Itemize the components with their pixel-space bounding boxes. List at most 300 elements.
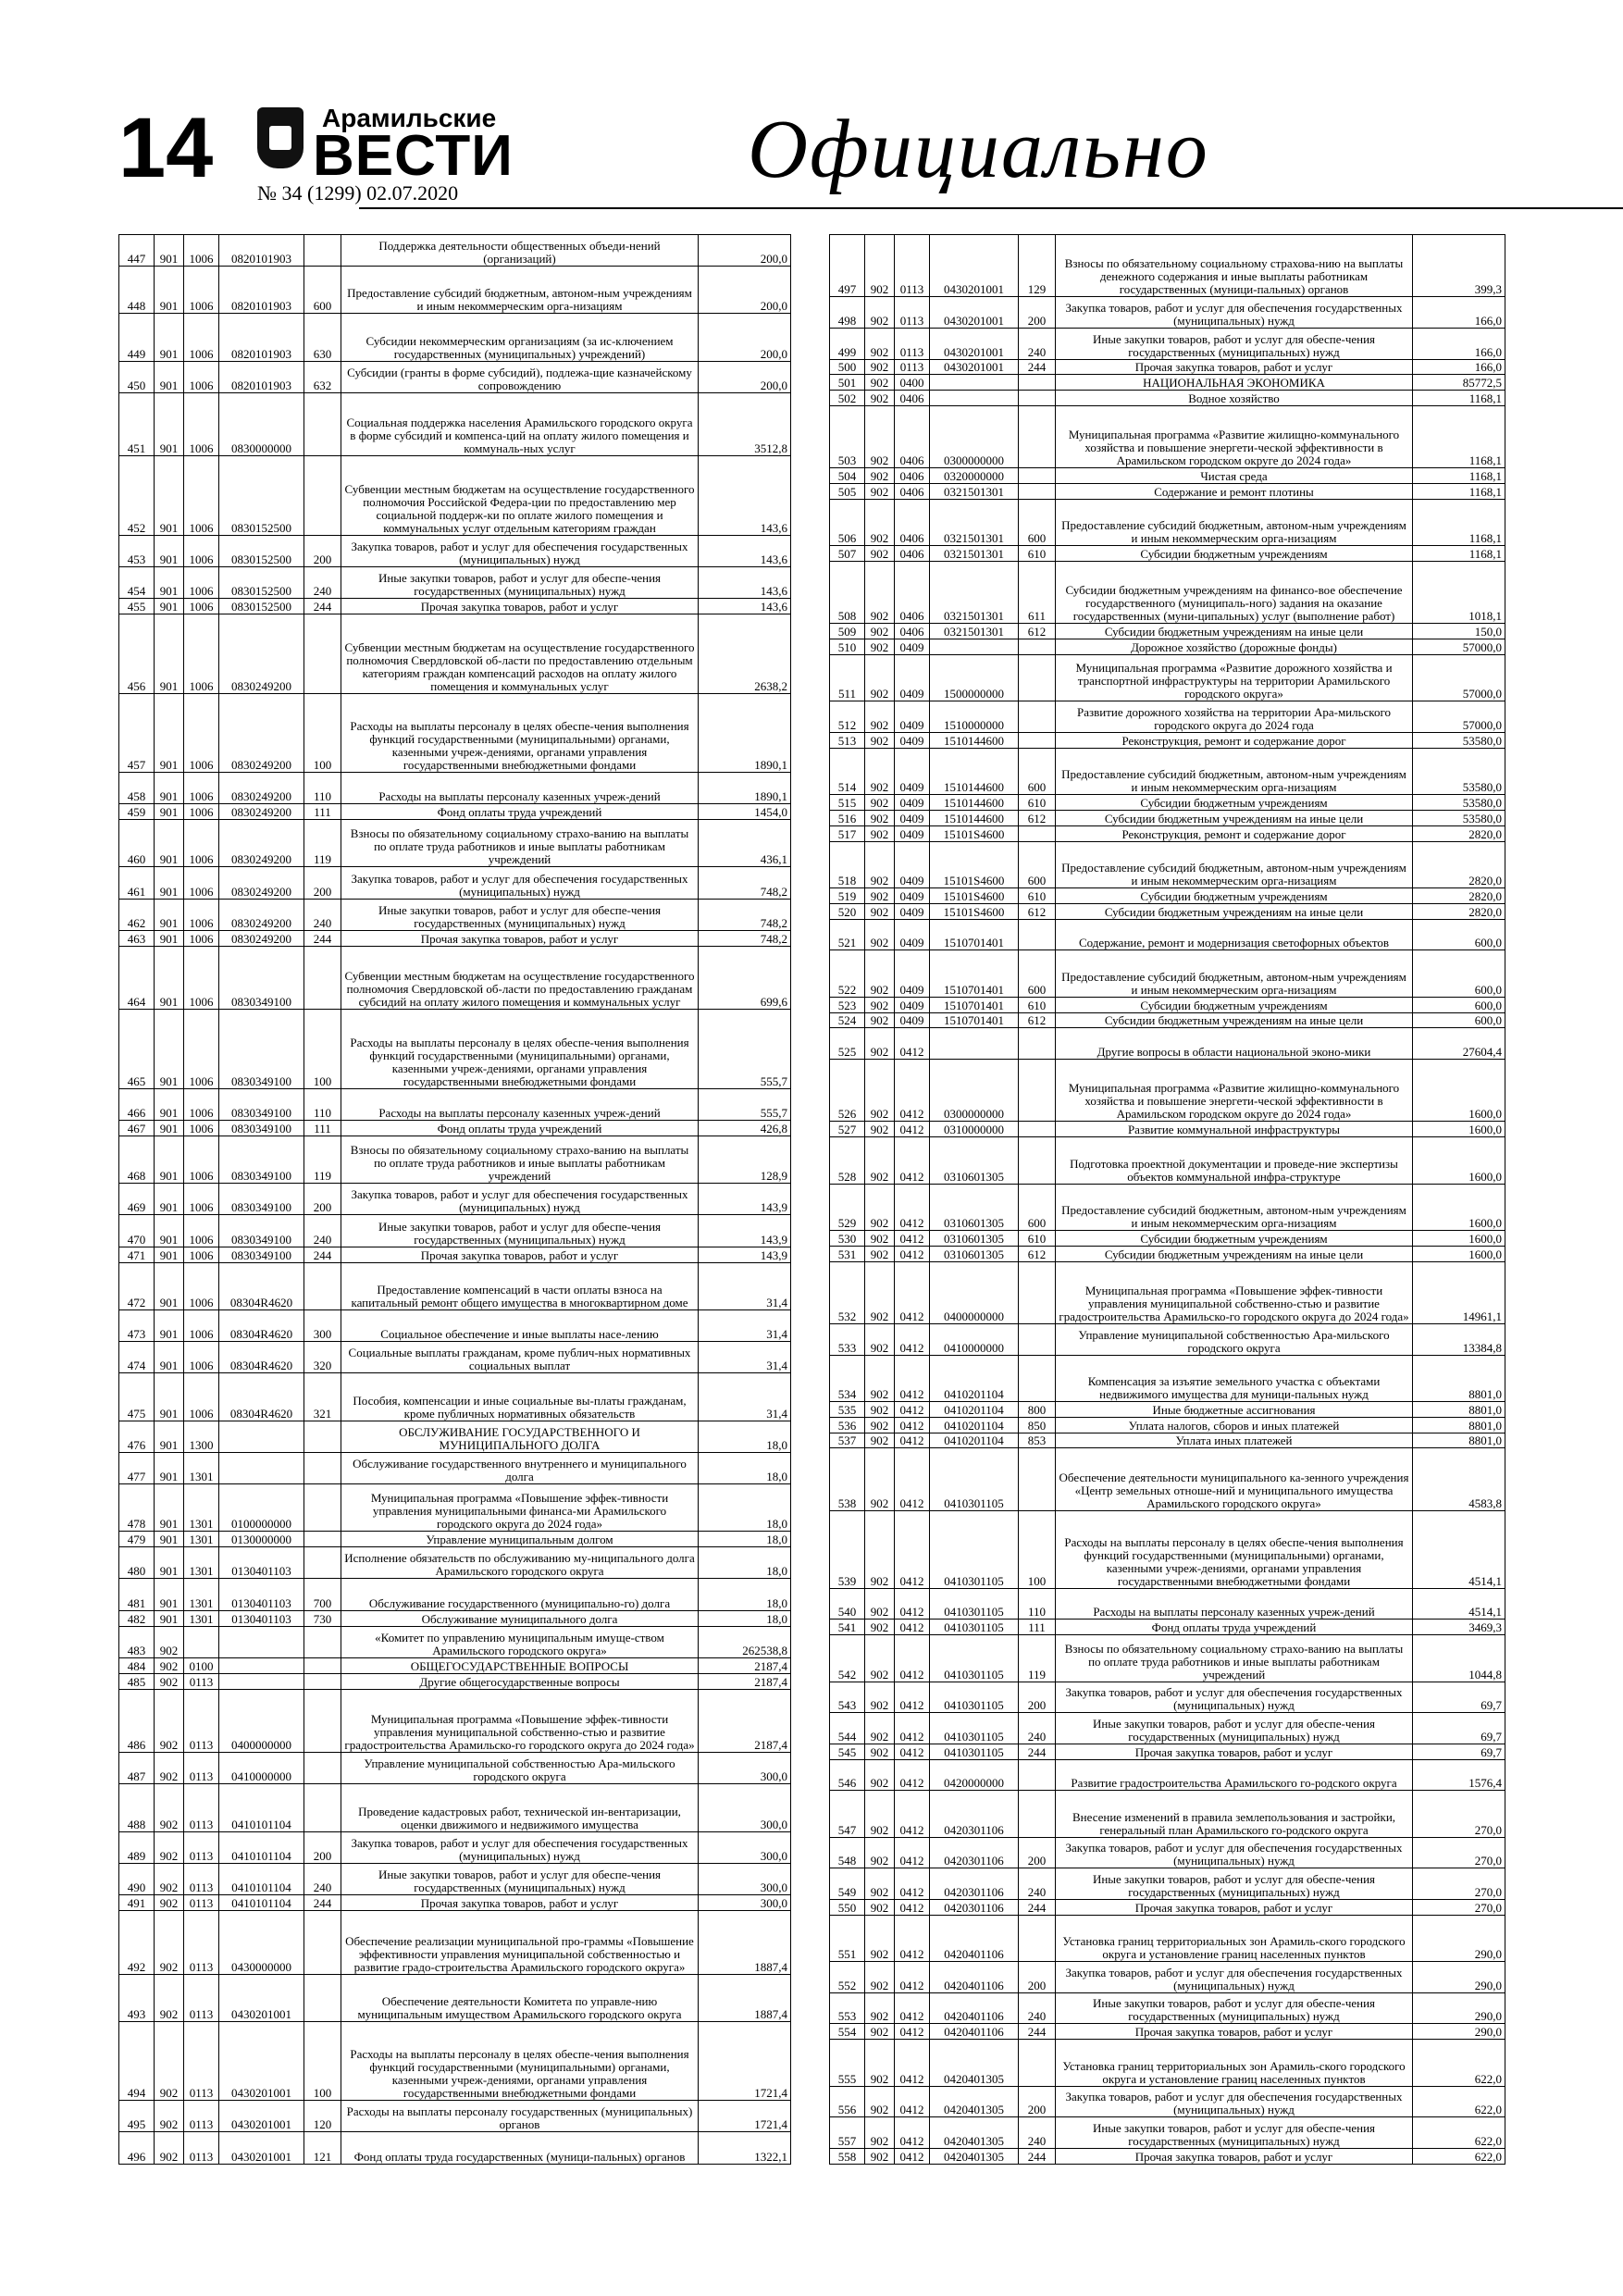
row-number-cell: 456 — [119, 614, 155, 693]
section-code-cell: 1006 — [184, 1010, 219, 1088]
description-cell: НАЦИОНАЛЬНАЯ ЭКОНОМИКА — [1056, 375, 1413, 391]
department-code-cell: 902 — [865, 733, 895, 749]
table-row — [830, 2024, 1505, 2040]
department-code-cell: 902 — [865, 1868, 895, 1900]
department-code-cell: 902 — [155, 1974, 184, 2021]
target-article-cell: 0410201104 — [930, 1417, 1019, 1433]
department-code-cell: 901 — [155, 1610, 184, 1626]
table-row — [119, 392, 791, 455]
expense-type-cell — [1019, 1060, 1056, 1122]
expense-type-cell: 600 — [1019, 950, 1056, 997]
section-code-cell: 0412 — [895, 1355, 930, 1401]
section-code-cell: 0412 — [895, 1791, 930, 1837]
section-code-cell: 0113 — [184, 1974, 219, 2021]
expense-type-cell: 244 — [1019, 1899, 1056, 1915]
section-code-cell: 0412 — [895, 2040, 930, 2086]
amount-cell: 2187,4 — [699, 1689, 791, 1752]
section-code-cell: 1006 — [184, 314, 219, 361]
amount-cell: 622,0 — [1413, 2117, 1505, 2149]
description-cell: Управление муниципальной собственностью Ара-мильского городского округа — [1056, 1323, 1413, 1355]
expense-type-cell: 110 — [1019, 1588, 1056, 1620]
description-cell: «Комитет по управлению муниципальным имуще-ством Арамильского городского округа» — [341, 1626, 699, 1657]
expense-type-cell: 630 — [304, 314, 341, 361]
row-number-cell: 542 — [830, 1635, 865, 1682]
table-row — [830, 468, 1505, 484]
target-article-cell: 15101S4600 — [930, 888, 1019, 904]
expense-type-cell: 100 — [1019, 1510, 1056, 1588]
description-cell: Расходы на выплаты персоналу в целях обеспе-чения выполнения функций государственными (муниципальными) органами, казенными учреж-дениями, органами управления государственными внебюджетными фондами — [1056, 1510, 1413, 1588]
target-article-cell: 0830349100 — [219, 1247, 304, 1262]
section-code-cell: 0412 — [895, 2117, 930, 2149]
expense-type-cell: 610 — [1019, 997, 1056, 1012]
target-article-cell: 0410000000 — [219, 1753, 304, 1784]
department-code-cell: 902 — [865, 391, 895, 406]
department-code-cell: 901 — [155, 1532, 184, 1547]
table-row — [119, 867, 791, 899]
expense-type-cell: 244 — [1019, 1744, 1056, 1759]
row-number-cell: 552 — [830, 1962, 865, 1993]
description-cell: Социальные выплаты гражданам, кроме публич-ных нормативных социальных выплат — [341, 1342, 699, 1373]
target-article-cell: 0420401106 — [930, 2024, 1019, 2040]
department-code-cell: 902 — [865, 1060, 895, 1122]
description-cell: Прочая закупка товаров, работ и услуг — [341, 1895, 699, 1911]
row-number-cell: 530 — [830, 1231, 865, 1247]
amount-cell: 57000,0 — [1413, 639, 1505, 655]
amount-cell: 2638,2 — [699, 614, 791, 693]
section-code-cell: 0100 — [184, 1657, 219, 1673]
expense-type-cell — [1019, 391, 1056, 406]
department-code-cell: 901 — [155, 1136, 184, 1183]
budget-table-right — [829, 234, 1505, 2165]
section-code-cell: 1301 — [184, 1610, 219, 1626]
page-header — [118, 93, 1506, 213]
description-cell: Реконструкция, ремонт и содержание дорог — [1056, 733, 1413, 749]
table-row — [830, 1759, 1505, 1791]
row-number-cell: 550 — [830, 1899, 865, 1915]
row-number-cell: 516 — [830, 811, 865, 826]
expense-type-cell: 129 — [1019, 235, 1056, 297]
expense-type-cell — [1019, 2040, 1056, 2086]
description-cell: Социальная поддержка населения Арамильского городского округа в форме субсидий и компенса-ций на оплату жилого помещения и коммуналь-ных услуг — [341, 392, 699, 455]
target-article-cell: 0420301106 — [930, 1791, 1019, 1837]
amount-cell: 200,0 — [699, 314, 791, 361]
section-code-cell: 0409 — [895, 748, 930, 794]
expense-type-cell: 600 — [304, 267, 341, 314]
row-number-cell: 473 — [119, 1309, 155, 1341]
row-number-cell: 551 — [830, 1915, 865, 1961]
department-code-cell: 902 — [865, 841, 895, 887]
department-code-cell: 902 — [865, 2024, 895, 2040]
section-code-cell: 0406 — [895, 624, 930, 639]
section-code-cell: 1006 — [184, 1262, 219, 1309]
section-code-cell: 0406 — [895, 468, 930, 484]
table-row — [830, 654, 1505, 701]
table-row — [830, 888, 1505, 904]
target-article-cell: 0410301105 — [930, 1713, 1019, 1744]
section-code-cell: 1006 — [184, 535, 219, 566]
table-row — [830, 1992, 1505, 2024]
expense-type-cell: 244 — [1019, 2148, 1056, 2164]
target-article-cell: 0820101903 — [219, 361, 304, 392]
amount-cell: 18,0 — [699, 1579, 791, 1610]
target-article-cell: 0320000000 — [930, 468, 1019, 484]
expense-type-cell: 610 — [1019, 1231, 1056, 1247]
section-code-cell: 0409 — [895, 997, 930, 1012]
amount-cell: 1887,4 — [699, 1911, 791, 1974]
expense-type-cell: 120 — [304, 2101, 341, 2132]
expense-type-cell — [1019, 1122, 1056, 1137]
target-article-cell: 0410301105 — [930, 1510, 1019, 1588]
target-article-cell: 0830349100 — [219, 1010, 304, 1088]
target-article-cell: 0830249200 — [219, 693, 304, 772]
row-number-cell: 462 — [119, 899, 155, 930]
description-cell: Развитие коммунальной инфраструктуры — [1056, 1122, 1413, 1137]
description-cell: Закупка товаров, работ и услуг для обеспечения государственных (муниципальных) нужд — [1056, 1962, 1413, 1993]
table-row — [830, 484, 1505, 500]
target-article-cell: 0410301105 — [930, 1620, 1019, 1635]
section-code-cell: 0412 — [895, 1417, 930, 1433]
section-code-cell: 0113 — [184, 2101, 219, 2132]
department-code-cell: 901 — [155, 392, 184, 455]
amount-cell: 699,6 — [699, 946, 791, 1009]
description-cell: Иные закупки товаров, работ и услуг для обеспе-чения государственных (муниципальных) нужд — [341, 1215, 699, 1247]
section-code-cell: 0412 — [895, 1915, 930, 1961]
section-code-cell: 0412 — [895, 1246, 930, 1261]
expense-type-cell: 240 — [1019, 328, 1056, 359]
description-cell: Субвенции местным бюджетам на осуществление государственного полномочия Свердловской об-ласти по предоставлению отдельным категориям граждан компенсаций расходов на оплату жилого помещения и коммунальных услуг — [341, 614, 699, 693]
amount-cell: 436,1 — [699, 820, 791, 867]
amount-cell: 1322,1 — [699, 2132, 791, 2164]
expense-type-cell: 200 — [304, 867, 341, 899]
section-code-cell: 1301 — [184, 1483, 219, 1531]
amount-cell: 1721,4 — [699, 2101, 791, 2132]
description-cell: Подготовка проектной документации и проведе-ние экспертизы объектов коммунальной инфра-структуре — [1056, 1137, 1413, 1184]
amount-cell: 555,7 — [699, 1010, 791, 1088]
section-code-cell: 0412 — [895, 1137, 930, 1184]
description-cell: ОБСЛУЖИВАНИЕ ГОСУДАРСТВЕННОГО И МУНИЦИПАЛЬНОГО ДОЛГА — [341, 1421, 699, 1452]
description-cell: Муниципальная программа «Повышение эффек-тивности управления муниципальными финанса-ми Арамильского городского округа до 2024 года» — [341, 1483, 699, 1531]
department-code-cell: 902 — [865, 1246, 895, 1261]
department-code-cell: 902 — [865, 328, 895, 359]
amount-cell: 290,0 — [1413, 1962, 1505, 1993]
table-row — [119, 1247, 791, 1262]
department-code-cell: 902 — [155, 1911, 184, 1974]
row-number-cell: 558 — [830, 2148, 865, 2164]
expense-type-cell: 610 — [1019, 888, 1056, 904]
table-row — [830, 1028, 1505, 1060]
row-number-cell: 449 — [119, 314, 155, 361]
description-cell: Обслуживание муниципального долга — [341, 1610, 699, 1626]
target-article-cell: 0420401106 — [930, 1962, 1019, 1993]
description-cell: Субсидии бюджетным учреждениям — [1056, 1231, 1413, 1247]
table-row — [119, 1120, 791, 1136]
target-article-cell: 15101S4600 — [930, 825, 1019, 841]
department-code-cell: 902 — [865, 624, 895, 639]
amount-cell: 150,0 — [1413, 624, 1505, 639]
table-row — [830, 1962, 1505, 1993]
section-code-cell: 0400 — [895, 375, 930, 391]
row-number-cell: 482 — [119, 1610, 155, 1626]
expense-type-cell: 240 — [304, 1215, 341, 1247]
section-code-cell: 1006 — [184, 1136, 219, 1183]
target-article-cell: 0430201001 — [219, 2132, 304, 2164]
amount-cell: 270,0 — [1413, 1837, 1505, 1868]
expense-type-cell: 200 — [1019, 2086, 1056, 2117]
row-number-cell: 538 — [830, 1448, 865, 1510]
amount-cell: 31,4 — [699, 1342, 791, 1373]
table-row — [119, 1974, 791, 2021]
expense-type-cell: 730 — [304, 1610, 341, 1626]
department-code-cell: 901 — [155, 804, 184, 820]
table-row — [119, 1262, 791, 1309]
table-row — [119, 1831, 791, 1863]
target-article-cell: 1510701401 — [930, 950, 1019, 997]
expense-type-cell: 244 — [304, 1895, 341, 1911]
department-code-cell: 901 — [155, 1120, 184, 1136]
table-row — [830, 2148, 1505, 2164]
section-code-cell: 1006 — [184, 1247, 219, 1262]
department-code-cell: 902 — [865, 811, 895, 826]
department-code-cell: 901 — [155, 1088, 184, 1120]
section-code-cell: 0409 — [895, 639, 930, 655]
department-code-cell: 902 — [865, 1137, 895, 1184]
row-number-cell: 484 — [119, 1657, 155, 1673]
expense-type-cell — [1019, 1448, 1056, 1510]
description-cell: Предоставление субсидий бюджетным, автоном-ным учреждениям и иным некоммерческим орга-низациям — [1056, 950, 1413, 997]
row-number-cell: 509 — [830, 624, 865, 639]
expense-type-cell: 853 — [1019, 1433, 1056, 1448]
row-number-cell: 544 — [830, 1713, 865, 1744]
section-code-cell: 0409 — [895, 919, 930, 950]
department-code-cell: 901 — [155, 1309, 184, 1341]
row-number-cell: 481 — [119, 1579, 155, 1610]
section-code-cell: 0412 — [895, 1744, 930, 1759]
target-article-cell: 1510701401 — [930, 919, 1019, 950]
table-row — [830, 235, 1505, 297]
description-cell: Субсидии бюджетным учреждениям на иные цели — [1056, 903, 1413, 919]
table-row — [119, 614, 791, 693]
department-code-cell: 902 — [865, 546, 895, 562]
description-cell: Уплата налогов, сборов и иных платежей — [1056, 1417, 1413, 1433]
section-code-cell: 1301 — [184, 1452, 219, 1483]
target-article-cell: 0400000000 — [219, 1689, 304, 1752]
expense-type-cell — [1019, 1355, 1056, 1401]
target-article-cell: 0830349100 — [219, 1120, 304, 1136]
row-number-cell: 475 — [119, 1373, 155, 1421]
target-article-cell: 0400000000 — [930, 1261, 1019, 1323]
amount-cell: 1600,0 — [1413, 1137, 1505, 1184]
description-cell: Прочая закупка товаров, работ и услуг — [341, 930, 699, 946]
expense-type-cell — [304, 392, 341, 455]
expense-type-cell: 119 — [1019, 1635, 1056, 1682]
department-code-cell: 901 — [155, 535, 184, 566]
amount-cell: 1600,0 — [1413, 1184, 1505, 1230]
description-cell: Обслуживание государственного внутреннего и муниципального долга — [341, 1452, 699, 1483]
target-article-cell: 1510144600 — [930, 733, 1019, 749]
expense-type-cell: 240 — [1019, 1713, 1056, 1744]
expense-type-cell: 600 — [1019, 748, 1056, 794]
row-number-cell: 522 — [830, 950, 865, 997]
section-code-cell: 0412 — [895, 1184, 930, 1230]
table-row — [119, 1673, 791, 1689]
table-row — [830, 391, 1505, 406]
section-code-cell: 0412 — [895, 1682, 930, 1713]
description-cell: Управление муниципальным долгом — [341, 1532, 699, 1547]
target-article-cell: 0820101903 — [219, 267, 304, 314]
section-code-cell: 0113 — [895, 359, 930, 375]
description-cell: Фонд оплаты труда государственных (муници-пальных) органов — [341, 2132, 699, 2164]
table-row — [119, 1136, 791, 1183]
row-number-cell: 506 — [830, 499, 865, 545]
expense-type-cell: 800 — [1019, 1401, 1056, 1417]
section-code-cell: 0412 — [895, 1122, 930, 1137]
section-code-cell: 1006 — [184, 1373, 219, 1421]
expense-type-cell — [304, 946, 341, 1009]
description-cell: Уплата иных платежей — [1056, 1433, 1413, 1448]
row-number-cell: 556 — [830, 2086, 865, 2117]
section-code-cell: 0412 — [895, 1759, 930, 1791]
table-row — [830, 1868, 1505, 1900]
department-code-cell: 901 — [155, 456, 184, 535]
section-code-cell: 0113 — [184, 1895, 219, 1911]
target-article-cell: 0130401103 — [219, 1579, 304, 1610]
expense-type-cell: 612 — [1019, 624, 1056, 639]
amount-cell: 3469,3 — [1413, 1620, 1505, 1635]
amount-cell: 748,2 — [699, 930, 791, 946]
expense-type-cell: 610 — [1019, 546, 1056, 562]
description-cell: Расходы на выплаты персоналу в целях обеспе-чения выполнения функций государственными (муниципальными) органами, казенными учреж-дениями, органами управления государственными внебюджетными фондами — [341, 2021, 699, 2100]
description-cell: Внесение изменений в правила землепользования и застройки, генеральный план Арамильского го-родского округа — [1056, 1791, 1413, 1837]
description-cell: Дорожное хозяйство (дорожные фонды) — [1056, 639, 1413, 655]
row-number-cell: 505 — [830, 484, 865, 500]
amount-cell: 128,9 — [699, 1136, 791, 1183]
amount-cell: 1044,8 — [1413, 1635, 1505, 1682]
description-cell: Иные закупки товаров, работ и услуг для обеспе-чения государственных (муниципальных) нужд — [341, 1863, 699, 1894]
amount-cell: 1600,0 — [1413, 1246, 1505, 1261]
department-code-cell: 902 — [865, 1448, 895, 1510]
description-cell: Обеспечение реализации муниципальной про-граммы «Повышение эффективности управления муниципальной собственностью и развитие градо-строительства Арамильского городского округа» — [341, 1911, 699, 1974]
section-code-cell: 1006 — [184, 456, 219, 535]
department-code-cell: 901 — [155, 1452, 184, 1483]
expense-type-cell — [1019, 733, 1056, 749]
department-code-cell: 902 — [865, 468, 895, 484]
section-code-cell: 0412 — [895, 1620, 930, 1635]
section-code-cell: 0113 — [184, 1753, 219, 1784]
row-number-cell: 479 — [119, 1532, 155, 1547]
description-cell: Закупка товаров, работ и услуг для обеспечения государственных (муниципальных) нужд — [341, 1184, 699, 1215]
expense-type-cell — [304, 1657, 341, 1673]
expense-type-cell — [304, 235, 341, 267]
table-row — [830, 1682, 1505, 1713]
section-code-cell: 0113 — [895, 297, 930, 329]
target-article-cell: 0410101104 — [219, 1863, 304, 1894]
table-row — [119, 693, 791, 772]
amount-cell: 1168,1 — [1413, 405, 1505, 467]
row-number-cell: 480 — [119, 1547, 155, 1579]
department-code-cell: 901 — [155, 1579, 184, 1610]
row-number-cell: 535 — [830, 1401, 865, 1417]
department-code-cell: 902 — [865, 903, 895, 919]
table-row — [830, 328, 1505, 359]
description-cell: Муниципальная программа «Повышение эффек-тивности управления муниципальной собственно-стью и развитие градостроительства Арамильско-го городского округа до 2024 года» — [1056, 1261, 1413, 1323]
section-code-cell: 0412 — [895, 1323, 930, 1355]
table-row — [119, 2021, 791, 2100]
section-code-cell: 1006 — [184, 1120, 219, 1136]
section-code-cell: 1006 — [184, 946, 219, 1009]
expense-type-cell — [1019, 1028, 1056, 1060]
department-code-cell: 902 — [865, 795, 895, 811]
table-row — [119, 456, 791, 535]
expense-type-cell: 100 — [304, 693, 341, 772]
department-code-cell: 901 — [155, 1184, 184, 1215]
amount-cell: 57000,0 — [1413, 654, 1505, 701]
target-article-cell: 0820101903 — [219, 314, 304, 361]
target-article-cell: 08304R4620 — [219, 1309, 304, 1341]
expense-type-cell: 612 — [1019, 1246, 1056, 1261]
section-code-cell: 1006 — [184, 867, 219, 899]
amount-cell: 69,7 — [1413, 1682, 1505, 1713]
table-row — [119, 1309, 791, 1341]
department-code-cell: 901 — [155, 1547, 184, 1579]
section-code-cell: 0412 — [895, 2086, 930, 2117]
table-row — [830, 1588, 1505, 1620]
section-code-cell: 0412 — [895, 1962, 930, 1993]
row-number-cell: 487 — [119, 1753, 155, 1784]
amount-cell: 1018,1 — [1413, 562, 1505, 624]
amount-cell: 1168,1 — [1413, 499, 1505, 545]
description-cell: Прочая закупка товаров, работ и услуг — [1056, 2148, 1413, 2164]
department-code-cell: 902 — [865, 654, 895, 701]
target-article-cell: 0420401305 — [930, 2040, 1019, 2086]
expense-type-cell — [1019, 1323, 1056, 1355]
target-article-cell: 0830249200 — [219, 867, 304, 899]
table-row — [830, 1060, 1505, 1122]
row-number-cell: 486 — [119, 1689, 155, 1752]
row-number-cell: 518 — [830, 841, 865, 887]
table-row — [830, 1713, 1505, 1744]
department-code-cell: 902 — [865, 484, 895, 500]
description-cell: Пособия, компенсации и иные социальные вы-платы гражданам, кроме публичных нормативных обязательств — [341, 1373, 699, 1421]
table-row — [119, 820, 791, 867]
target-article-cell: 0410101104 — [219, 1831, 304, 1863]
target-article-cell: 1510000000 — [930, 701, 1019, 733]
description-cell: Иные закупки товаров, работ и услуг для обеспе-чения государственных (муниципальных) нужд — [341, 566, 699, 598]
amount-cell: 270,0 — [1413, 1899, 1505, 1915]
amount-cell: 1721,4 — [699, 2021, 791, 2100]
department-code-cell: 902 — [865, 1899, 895, 1915]
amount-cell: 1600,0 — [1413, 1060, 1505, 1122]
expense-type-cell: 200 — [1019, 1837, 1056, 1868]
department-code-cell: 901 — [155, 314, 184, 361]
section-code-cell: 0406 — [895, 391, 930, 406]
section-code-cell: 0409 — [895, 841, 930, 887]
department-code-cell: 902 — [865, 2148, 895, 2164]
table-row — [119, 1784, 791, 1831]
section-code-cell: 0412 — [895, 1899, 930, 1915]
section-code-cell: 1006 — [184, 820, 219, 867]
row-number-cell: 474 — [119, 1342, 155, 1373]
amount-cell: 8801,0 — [1413, 1417, 1505, 1433]
department-code-cell: 902 — [865, 1028, 895, 1060]
amount-cell: 600,0 — [1413, 1012, 1505, 1028]
table-row — [119, 1010, 791, 1088]
amount-cell: 270,0 — [1413, 1791, 1505, 1837]
section-code-cell: 1006 — [184, 693, 219, 772]
amount-cell: 31,4 — [699, 1309, 791, 1341]
amount-cell: 399,3 — [1413, 235, 1505, 297]
department-code-cell: 902 — [865, 405, 895, 467]
row-number-cell: 450 — [119, 361, 155, 392]
